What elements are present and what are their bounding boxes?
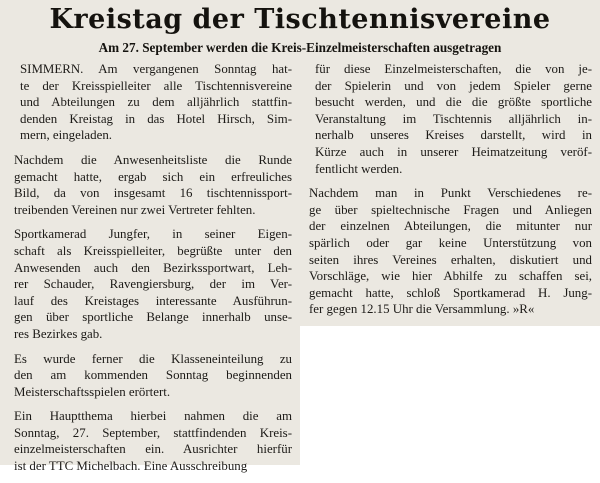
text-line: Meisterschaftsspielen erörtert. (14, 384, 171, 399)
text-line: schaft als Kreisspielleiter, begrüßte unter den (14, 243, 292, 258)
text-line: denden Kreistag in das Hotel Hirsch, Sim- (20, 111, 292, 126)
text-line: der einzelnen Abteilungen, die mitunter nur (309, 219, 592, 234)
text-line: Ein Hauptthema hierbei nahmen die am (14, 409, 292, 424)
article-paragraph (14, 351, 292, 401)
text-line: und Abteilungen zu dem alljährlich stattfin- (20, 95, 292, 110)
text-line: gemacht hatte, ergab sich ein erfreuliches (14, 169, 292, 184)
text-line: SIMMERN. Am vergangenen Sonntag hat- (20, 62, 292, 76)
text-line: fentlicht werden. (315, 161, 403, 176)
text-line: te der Kreisspielleiter alle Tischtennisvereine (20, 78, 292, 93)
article-column-right (309, 61, 592, 326)
article-paragraph (309, 61, 592, 177)
text-line: Sportkamerad Jungfer, in seiner Eigen- (14, 227, 292, 242)
text-line: Bild, da von insgesamt 16 tischtennissport- (14, 186, 292, 201)
text-line: einzelmeisterschaften ein. Ausrichter hierfür (14, 442, 292, 457)
text-line: fer gegen 12.15 Uhr die Versammlung. »R« (309, 302, 535, 317)
text-line: Vorschläge, wie hier Abhilfe zu schaffen sei, (309, 269, 592, 284)
article-paragraph (309, 185, 592, 318)
article-headline: Kreistag der Tischtennisvereine (49, 4, 551, 35)
text-line: lauf des Kreistages interessante Ausführun- (14, 293, 292, 308)
article-paragraph (14, 61, 292, 144)
text-line: rer Schauder, Ravengiersburg, der im Ver- (14, 277, 292, 292)
text-line: Nachdem man in Punkt Verschiedenes re- (309, 186, 592, 201)
text-line: der Spielerin und von jedem Spieler gerne (315, 78, 592, 93)
text-line: den am kommenden Sonntag beginnenden (14, 368, 292, 383)
text-line: spärlich oder gar keine Unterstützung von (309, 235, 592, 250)
text-line: mern, eingeladen. (20, 128, 112, 143)
text-line: Veranstaltung im Tischtennis alljährlich in- (315, 111, 592, 126)
text-line: gemacht hatte, schloß Sportkamerad H. Jung- (309, 285, 592, 300)
text-line: Es wurde ferner die Klasseneinteilung zu (14, 351, 292, 366)
text-line: für diese Einzelmeisterschaften, die von je- (315, 62, 592, 76)
text-line: ge über spieltechnische Fragen und Anliegen (309, 202, 592, 217)
text-line: treibenden Vereinen nur zwei Vertreter fehlten. (14, 202, 256, 217)
text-line: Nachdem die Anwesenheitsliste die Runde (14, 152, 292, 167)
text-line: seiten ihres Vereines erhalten, diskutiert und (309, 252, 592, 267)
text-line: Sonntag, 27. September, stattfindenden Kreis- (14, 425, 292, 440)
text-line: Anwesenden auch den Bezirkssportwart, Leh- (14, 260, 292, 275)
text-line: gen über sportliche Belange innerhalb unse- (14, 310, 292, 325)
article-paragraph (14, 226, 292, 342)
article-paragraph (14, 152, 292, 218)
text-line: ist der TTC Michelbach. Eine Ausschreibung (14, 459, 248, 474)
article-column-left (14, 61, 292, 483)
text-line: Kürze auch in unserer Heimatzeitung veröf- (315, 144, 592, 159)
article-subheadline: Am 27. September werden die Kreis-Einzelmeisterschaften ausgetragen (98, 40, 502, 55)
text-line: nerhalb unseres Kreises darstellt, wird in (315, 128, 592, 143)
text-line: res Bezirkes gab. (14, 326, 103, 341)
text-line: besucht werden, und die die größte sportliche (315, 95, 592, 110)
